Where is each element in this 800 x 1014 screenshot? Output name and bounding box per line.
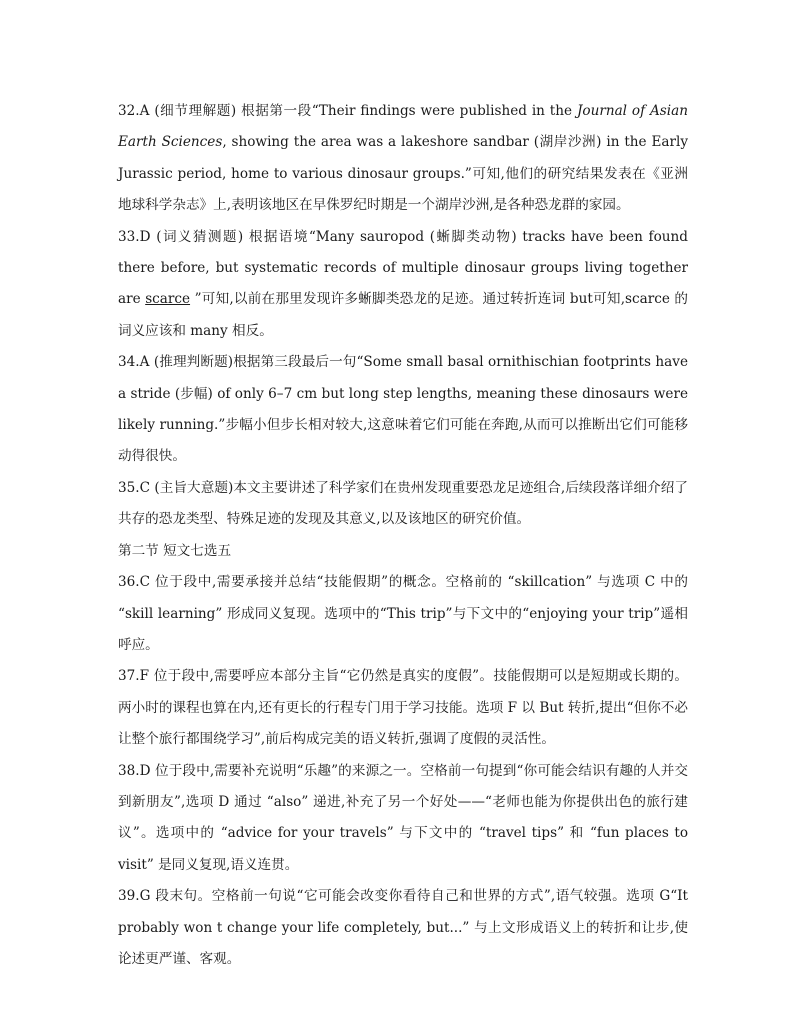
answer-paragraph [118, 881, 688, 975]
explanation-text: , showing the area was a lakeshore sandbar (湖岸沙洲) in the Early Jurassic period, home to various dinosaur groups.”可知,他们的研究结果发表在《亚洲地球科学杂志》上,表明该地区在早侏罗纪时期是一个湖岸沙洲,是各种恐龙群的家园。 [118, 134, 688, 214]
explanation-text: ”可知,以前在那里发现许多蜥脚类恐龙的足迹。通过转折连词 but可知,scarce 的词义应该和 many 相反。 [118, 291, 688, 339]
reading-answers [118, 96, 688, 536]
answer-number: 32.A [118, 103, 150, 119]
explanation-text: 位于段中,需要补充说明“乐趣”的来源之一。空格前一句提到“你可能会结识有趣的人并交到新朋友”,选项 D 通过 “also” 递进,补充了另一个好处——“老师也能为你提供出色的旅行建议”。选项中的 “advice for your travels” 与下文中的 “travel tips” 和 “fun places to visit” 是同义复现,语义连贯。 [118, 762, 688, 873]
answer-number: 36.C [118, 574, 151, 591]
journal-title: Journal of Asian Earth Sciences [118, 103, 688, 151]
explanation-text: (词义猜测题) 根据语境“Many sauropod (蜥脚类动物) tracks have been found there before, but systematic records of multiple dinosaur groups living together are [118, 228, 688, 308]
underlined-word: scarce [145, 291, 191, 308]
answer-number: 34.A [118, 354, 150, 371]
answer-paragraph [118, 222, 688, 348]
section-heading: 第二节 短文七选五 [118, 542, 232, 559]
explanation-text: (推理判断题)根据第三段最后一句“Some small basal ornithischian footprints have a stride (步幅) of only 6–7 cm but long step lengths, meaning these dinosaurs were likely running.”步幅小但步长相对较大,这意味着它们可能在奔跑,从而可以推断出它们可能移动得很快。 [118, 354, 688, 465]
answer-paragraph [118, 661, 688, 755]
explanation-text: 段末句。空格前一句说“它可能会改变你看待自己和世界的方式”,语气较强。选项 G“It probably won t change your life completely, but...” 与上文形成语义上的转折和让步,使论述更严谨、客观。 [118, 888, 688, 967]
answer-number: 33.D [118, 228, 151, 245]
answer-number: 38.D [118, 762, 151, 779]
answer-paragraph [118, 756, 688, 882]
answer-paragraph [118, 567, 688, 661]
answer-number: 39.G [118, 888, 151, 905]
answer-number: 35.C [118, 479, 151, 496]
explanation-text: (主旨大意题)本文主要讲述了科学家们在贵州发现重要恐龙足迹组合,后续段落详细介绍了共存的恐龙类型、特殊足迹的发现及其意义,以及该地区的研究价值。 [118, 479, 688, 528]
explanation-text: 位于段中,需要呼应本部分主旨“它仍然是真实的度假”。技能假期可以是短期或长期的。两小时的课程也算在内,还有更长的行程专门用于学习技能。选项 F 以 But 转折,提出“但你不必让整个旅行都围绕学习”,前后构成完美的语义转折,强调了度假的灵活性。 [118, 668, 689, 748]
explanation-text: (细节理解题) 根据第一段“Their findings were published in the [154, 103, 577, 119]
answer-paragraph [118, 347, 688, 473]
answer-paragraph [118, 473, 688, 536]
explanation-text: 位于段中,需要承接并总结“技能假期”的概念。空格前的 “skillcation” 与选项 C 中的 “skill learning” 形成同义复现。选项中的“This trip”与下文中的“enjoying your trip”遥相呼应。 [118, 574, 688, 653]
seven-choose-five-answers [118, 567, 688, 975]
answer-paragraph [118, 96, 688, 222]
answer-key-page [118, 96, 688, 975]
answer-number: 37.F [118, 668, 150, 685]
